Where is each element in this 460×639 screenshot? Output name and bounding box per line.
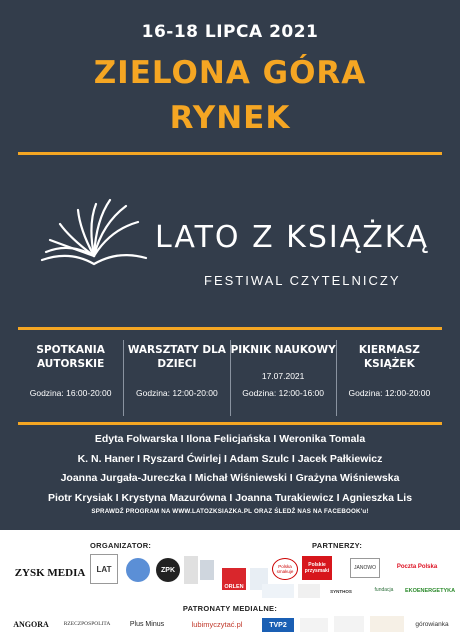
partner-logo: JANOWO	[350, 558, 380, 578]
partner-logo: EKOENERGETYKA	[404, 588, 456, 594]
organizer-label: ORGANIZATOR:	[90, 541, 152, 550]
authors-line: K. N. Haner I Ryszard Ćwirlej I Adam Szulc I Jacek Pałkiewicz	[77, 452, 383, 465]
event-place: RYNEK	[169, 100, 291, 136]
partner-logo: Polska smakuje	[272, 558, 298, 580]
event-date: 16-18 LIPCA 2021	[141, 22, 319, 42]
media-logo	[334, 616, 364, 632]
event-column	[123, 340, 229, 416]
event-hours: Godzina: 12:00-20:00	[135, 388, 218, 398]
event-hours: Godzina: 12:00-16:00	[242, 388, 324, 398]
organizer-logo: ZPK	[156, 558, 180, 582]
event-hours: Godzina: 16:00-20:00	[29, 388, 112, 398]
organizer-logo: LAT	[90, 554, 118, 584]
organizer-logo	[184, 556, 198, 584]
organizer-logo	[126, 558, 150, 582]
media-logo: ANGORA	[13, 619, 49, 629]
event-title: PIKNIK NAUKOWY	[230, 344, 336, 356]
event-day: 17.07.2021	[261, 371, 305, 381]
authors-line: Joanna Jurgała-Jureczka I Michał Wiśniewski I Grażyna Wiśniewska	[60, 472, 400, 484]
open-book-icon	[38, 194, 148, 274]
media-logo: Plus Minus	[129, 620, 165, 628]
event-city: ZIELONA GÓRA	[93, 55, 367, 91]
media-logo	[300, 618, 328, 632]
partner-logo: ORLEN	[222, 568, 246, 590]
event-title: SPOTKANIA AUTORSKIE	[36, 344, 105, 370]
authors-line: Piotr Krysiak I Krystyna Mazurówna I Joanna Turakiewicz I Agnieszka Lis	[47, 491, 413, 504]
event-column	[336, 340, 442, 416]
media-logo	[370, 616, 404, 632]
event-column	[18, 340, 123, 416]
event-title: KIERMASZ KSIĄŻEK	[358, 344, 420, 370]
organizer-logo	[200, 560, 214, 580]
media-logo: górowianka	[415, 620, 449, 628]
media-logo: TVP2	[262, 618, 294, 632]
partner-logo: Poczta Polska	[394, 558, 440, 576]
authors-line: Edyta Folwarska I Ilona Felicjańska I Weronika Tomala	[94, 433, 366, 445]
event-column	[230, 340, 336, 416]
call-to-action: SPRAWDŹ PROGRAM NA WWW.LATOZKSIAZKA.PL ORAZ ŚLEDŹ NAS NA FACEBOOK'u!	[91, 508, 369, 515]
events-row	[18, 340, 442, 416]
media-label: PATRONATY MEDIALNE:	[182, 604, 278, 613]
media-logo: lubimyczytać.pl	[191, 619, 243, 629]
divider-bottom	[18, 422, 442, 425]
partner-logo: Polskie przysmaki	[302, 556, 332, 580]
logo-subtitle: FESTIWAL CZYTELNICZY	[204, 273, 401, 288]
event-hours: Godzina: 12:00-20:00	[348, 388, 431, 398]
partners-label: PARTNERZY:	[312, 541, 363, 550]
partner-logo	[262, 584, 294, 598]
divider-middle	[18, 327, 442, 330]
divider-top	[18, 152, 442, 155]
organizer-logo: ZYSK MEDIA	[14, 567, 86, 579]
partner-logo	[298, 584, 320, 598]
event-title: WARSZTATY DLA DZIECI	[127, 344, 226, 370]
media-logo: RZECZPOSPOLITA	[63, 621, 111, 627]
logo-title: LATO Z KSIĄŻKĄ	[155, 220, 429, 255]
authors-list	[0, 430, 460, 508]
partner-logo: fundacja	[374, 587, 394, 593]
partner-logo: SYNTHOS	[330, 588, 352, 594]
